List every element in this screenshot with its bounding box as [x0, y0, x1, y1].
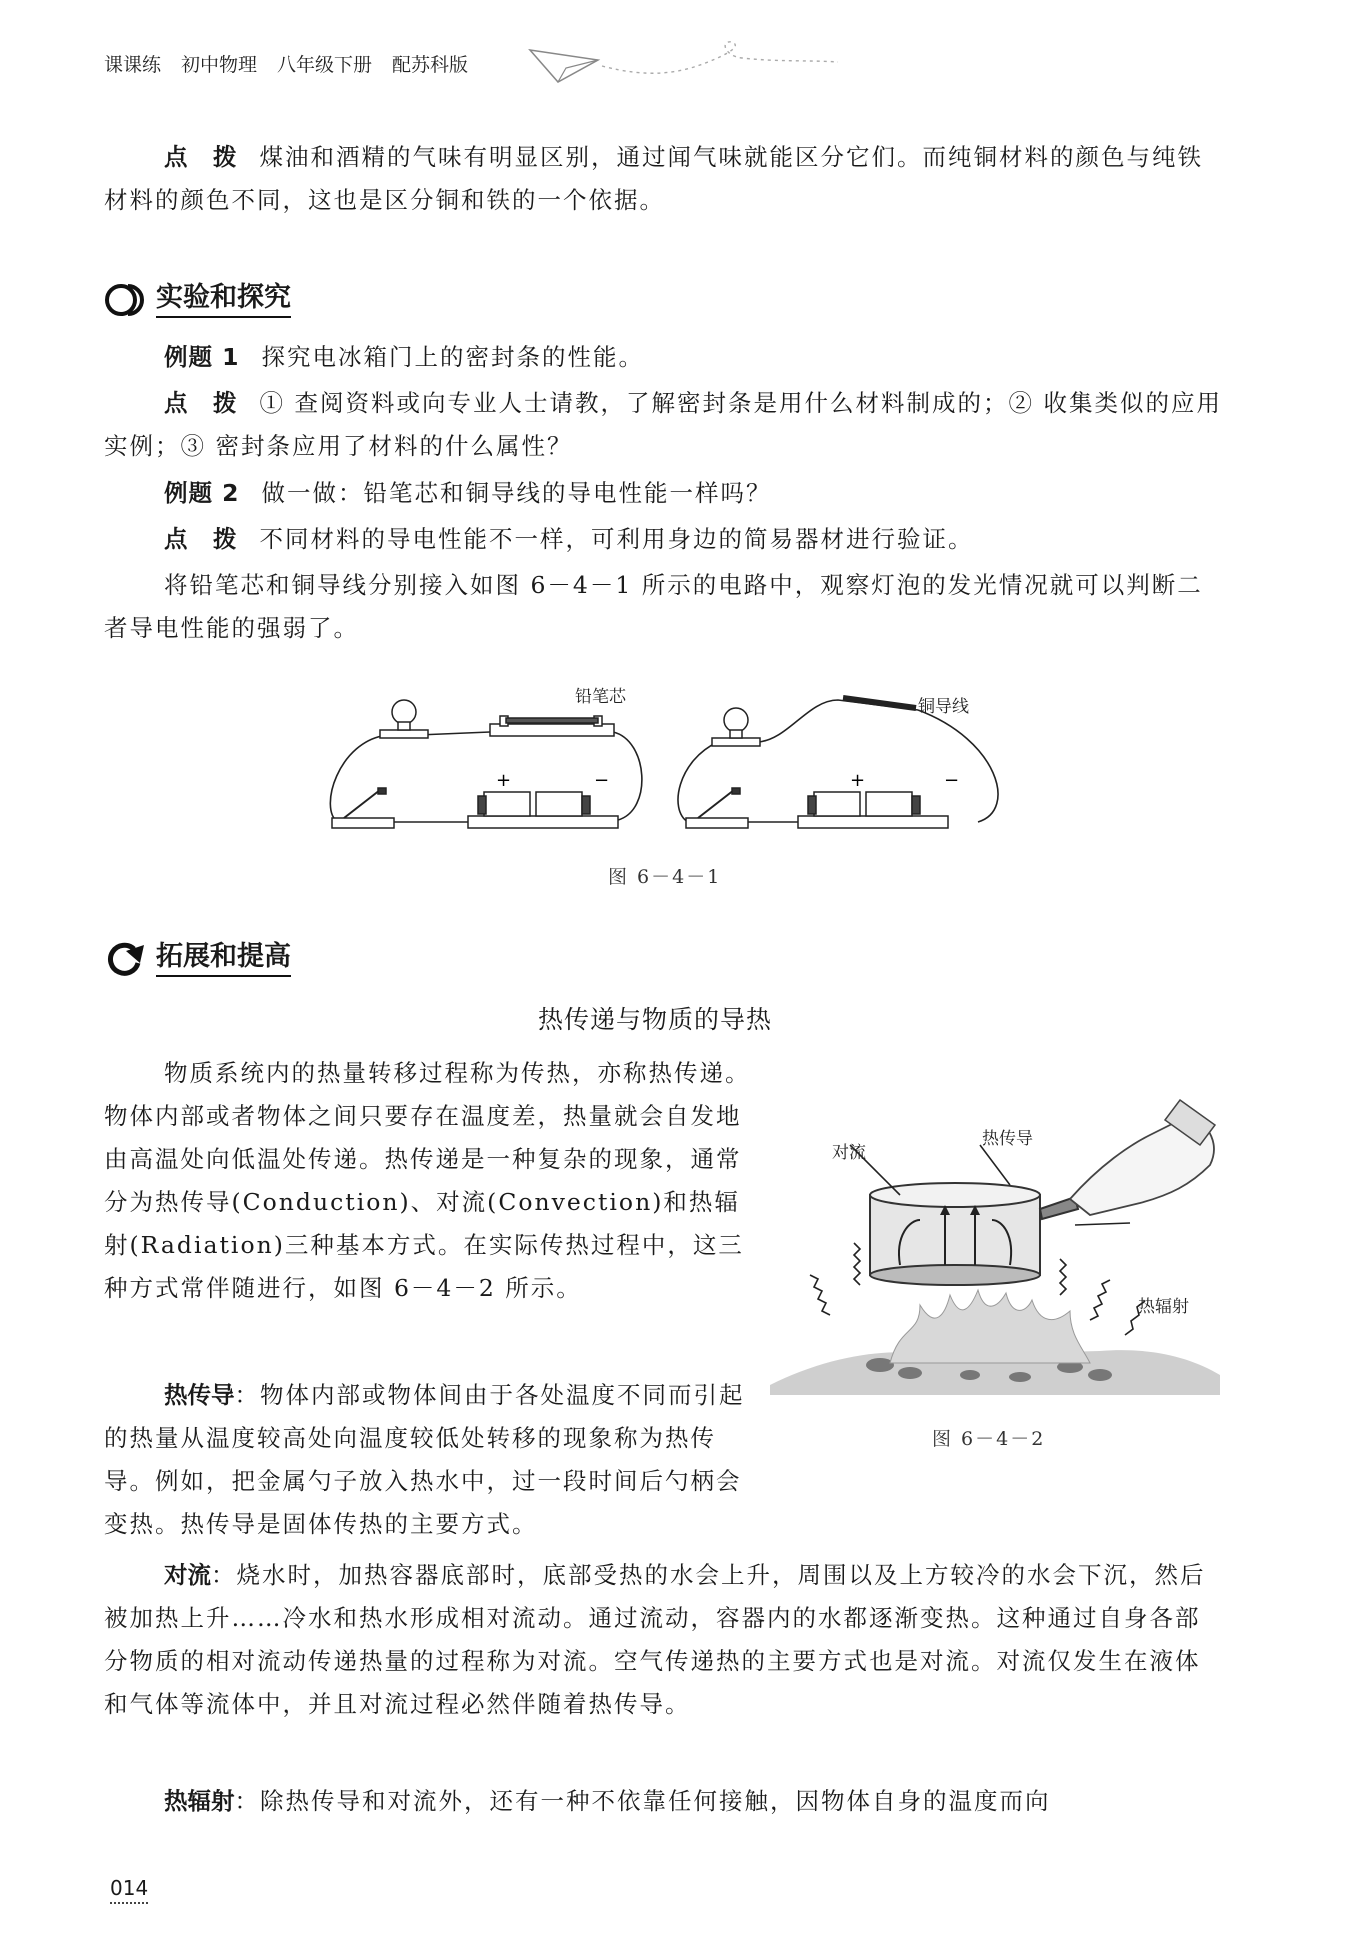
conduction-label: 热传导: [164, 1381, 235, 1409]
article-title: 热传递与物质的导热: [538, 1005, 773, 1034]
section-rings-icon: [104, 278, 146, 320]
hint-text: 不同材料的导电性能不一样，可利用身边的简易器材进行验证。: [259, 525, 974, 553]
bulb-right: [712, 708, 760, 746]
hint-paragraph-smell: [104, 136, 1224, 222]
conduction-paragraph: [104, 1374, 756, 1546]
paper-plane-decoration: [528, 38, 840, 92]
example-text: 探究电冰箱门上的密封条的性能。: [261, 343, 645, 371]
instruction-paragraph: [104, 564, 1224, 650]
battery-left: [468, 792, 618, 828]
intro-text: 物质系统内的热量转移过程称为传热，亦称热传递。物体内部或者物体之间只要存在温度差，热量就会自发地由高温处向低温处传递。热传递是一种复杂的现象，通常分为热传导(Conduction)、对流(Convection)和热辐射(Radiation)三种基本方式。在实际传热过程中，这三种方式常伴随进行，如图 6－4－2 所示。: [104, 1059, 751, 1302]
circuit-figure: [318, 680, 1008, 840]
hint-text: ① 查阅资料或向专业人士请教，了解密封条是用什么材料制成的；② 收集类似的应用实例；③ 密封条应用了材料的什么属性？: [104, 389, 1222, 460]
figure-caption-2: 图 6－4－2: [932, 1428, 1046, 1450]
hint-label: 点 拨: [164, 525, 238, 553]
section-experiment: [104, 276, 291, 322]
conduction-text: ：物体内部或物体间由于各处温度不同而引起的热量从温度较高处向温度较低处转移的现象称为热传导。例如，把金属勺子放入热水中，过一段时间后勺柄会变热。热传导是固体传热的主要方式。: [104, 1381, 745, 1538]
radiation-paragraph: [104, 1780, 1224, 1823]
label-conduction: 热传导: [982, 1129, 1033, 1149]
convection-paragraph: [104, 1554, 1224, 1726]
section-extension: [104, 935, 291, 981]
convection-text: ：烧水时，加热容器底部时，底部受热的水会上升，周围以及上方较冷的水会下沉，然后被加热上升……冷水和热水形成相对流动。通过流动，容器内的水都逐渐变热。这种通过自身各部分物质的相对流动传递热量的过程称为对流。空气传递热的主要方式也是对流。对流仅发生在液体和气体等流体中，并且对流过程必然伴随着热传导。: [104, 1561, 1206, 1718]
label-copper-wire: 铜导线: [918, 697, 969, 717]
article-intro: [104, 1052, 756, 1310]
switch-right: [686, 788, 748, 828]
running-header: [104, 50, 488, 77]
hint-2: [104, 518, 1224, 561]
convection-label: 对流: [164, 1561, 211, 1589]
copper-wire: [843, 698, 916, 708]
example-text: 做一做：铅笔芯和铜导线的导电性能一样吗？: [261, 479, 772, 507]
instruction-text: 将铅笔芯和铜导线分别接入如图 6－4－1 所示的电路中，观察灯泡的发光情况就可以判断二者导电性能的强弱了。: [104, 571, 1203, 642]
label-convection: 对流: [832, 1143, 866, 1163]
pencil-lead-holder: [490, 716, 614, 736]
radiation-text: ：除热传导和对流外，还有一种不依靠任何接触，因物体自身的温度而向: [234, 1787, 1051, 1815]
battery-plus-right: +: [850, 770, 866, 791]
label-pencil-lead: 铅笔芯: [575, 687, 626, 707]
switch-left: [332, 788, 394, 828]
section-arrow-icon: [104, 937, 146, 979]
header-subject: 初中物理: [181, 54, 258, 76]
battery-right: [798, 792, 948, 828]
hint-text: 煤油和酒精的气味有明显区别，通过闻气味就能区分它们。而纯铜材料的颜色与纯铁材料的颜色不同，这也是区分铜和铁的一个依据。: [104, 143, 1203, 214]
header-edition: 配苏科版: [392, 54, 469, 76]
hint-label: 点 拨: [164, 389, 238, 417]
radiation-label: 热辐射: [164, 1787, 235, 1815]
example-label: 例题 1: [164, 343, 240, 371]
header-grade: 八年级下册: [277, 54, 373, 76]
header-brand: 课课练: [104, 54, 162, 76]
example-2: [104, 472, 1224, 515]
section-title: 拓展和提高: [156, 939, 291, 977]
section-title: 实验和探究: [156, 280, 291, 318]
label-radiation: 热辐射: [1138, 1297, 1189, 1317]
example-1: [104, 336, 1224, 379]
hint-label: 点 拨: [164, 143, 238, 171]
page-number: 014: [110, 1876, 148, 1904]
bulb-left: [380, 700, 428, 738]
hint-1: [104, 382, 1224, 468]
battery-plus-left: +: [496, 770, 512, 791]
example-label: 例题 2: [164, 479, 240, 507]
battery-minus-left: −: [594, 770, 610, 791]
figure-caption-1: 图 6－4－1: [608, 866, 722, 888]
battery-minus-right: −: [944, 770, 960, 791]
